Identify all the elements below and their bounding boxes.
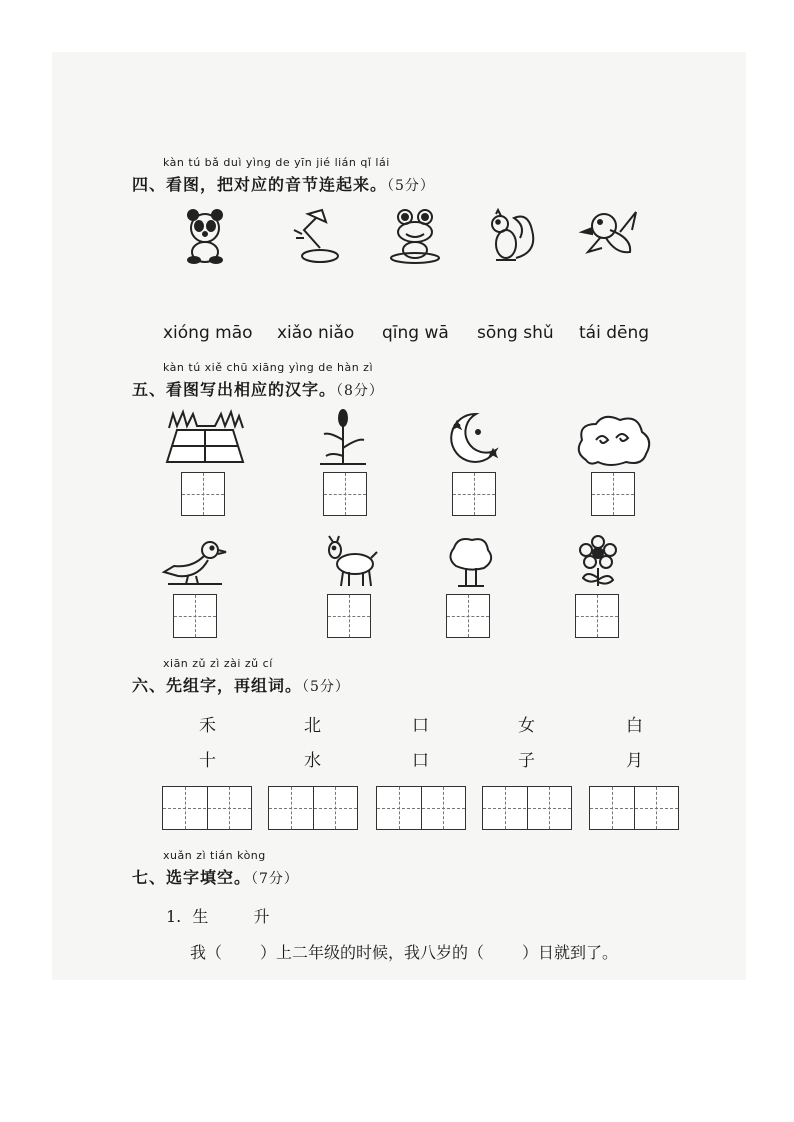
question-1-choices [166,904,269,927]
section6-heading [132,673,350,696]
moon-icon [446,410,502,468]
section6-score: （5分） [302,679,350,695]
compose-bottom-3: 口 [412,751,429,771]
section4-score: （5分） [387,178,435,194]
compose-bottom-2: 水 [304,751,321,771]
section7-pinyin: xuǎn zì tián kòng [163,849,266,862]
write-box-3[interactable] [452,472,496,516]
goat-icon [325,536,377,590]
lamp-icon [290,208,342,264]
write-box-8[interactable] [575,594,619,638]
cloud-icon [574,412,654,468]
section7-score: （7分） [251,871,299,887]
compose-top-3: 口 [412,716,429,736]
squirrel-icon [486,208,538,264]
answer-grid-5[interactable] [589,786,679,830]
section5-heading [132,377,384,400]
section4-heading-text: 四、看图，把对应的音节连起来。 [132,175,388,194]
section6-heading-text: 六、先组字，再组词。 [132,676,303,695]
answer-grid-4[interactable] [482,786,572,830]
syllable-4[interactable]: sōng shǔ [477,323,554,343]
section5-pinyin: kàn tú xiě chū xiāng yìng de hàn zì [163,361,374,374]
compose-top-1: 禾 [199,716,216,736]
sentence-part-1: 我（ [190,943,223,962]
compose-top-5: 白 [626,716,643,736]
compose-bottom-5: 月 [626,751,643,771]
write-box-1[interactable] [181,472,225,516]
compose-top-2: 北 [304,716,321,736]
syllable-5[interactable]: tái dēng [579,323,650,343]
syllable-3[interactable]: qīng wā [382,323,449,343]
write-box-6[interactable] [327,594,371,638]
bird-icon [162,538,228,588]
sentence-part-2: ）上二年级的时候，我八岁的（ [260,943,485,962]
section4-pinyin: kàn tú bǎ duì yìng de yīn jié lián qǐ lái [163,156,390,169]
syllable-1[interactable]: xióng māo [163,323,253,343]
section4-heading [132,172,435,195]
field-icon [163,410,247,468]
section7-heading-text: 七、选字填空。 [132,868,252,887]
question-1-number: 1. [166,907,182,926]
compose-bottom-1: 十 [199,751,216,771]
wheat-icon [318,410,368,468]
section7-heading [132,865,299,888]
compose-bottom-4: 子 [518,751,535,771]
answer-grid-3[interactable] [376,786,466,830]
write-box-2[interactable] [323,472,367,516]
sentence-part-3: ）日就到了。 [522,943,619,962]
write-box-5[interactable] [173,594,217,638]
section5-heading-text: 五、看图写出相应的汉字。 [132,380,337,399]
flower-icon [577,536,619,590]
section6-pinyin: xiān zǔ zì zài zǔ cí [163,657,273,670]
syllable-2[interactable]: xiǎo niǎo [277,323,355,343]
choice-sheng: 生 [192,907,209,926]
answer-grid-2[interactable] [268,786,358,830]
tree-icon [446,536,494,590]
section5-score: （8分） [336,383,384,399]
panda-icon [182,208,228,264]
write-box-7[interactable] [446,594,490,638]
write-box-4[interactable] [591,472,635,516]
bird-icon [580,208,646,264]
question-1-sentence [190,940,618,963]
frog-icon [388,208,442,264]
choice-sheng-rise: 升 [253,907,270,926]
compose-top-4: 女 [518,716,535,736]
answer-grid-1[interactable] [162,786,252,830]
